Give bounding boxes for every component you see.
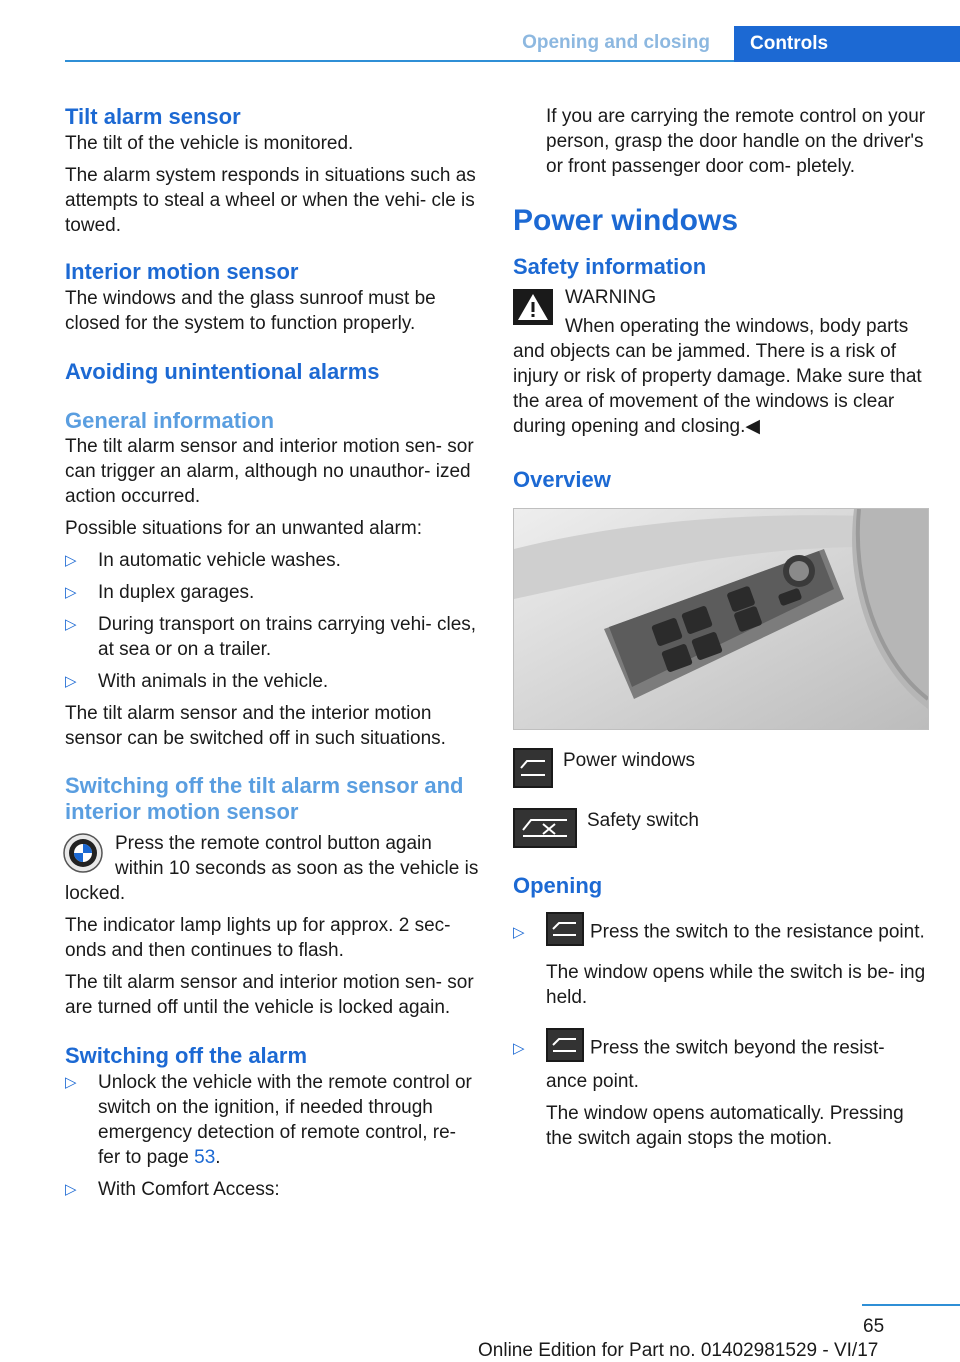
window-switch-icon: [546, 912, 584, 953]
paragraph: The tilt alarm sensor and interior motion sen‐ sor are turned off until the vehicle is locked again.: [65, 972, 474, 1018]
legend-label: Safety switch: [587, 810, 699, 831]
heading-interior-motion: Interior motion sensor: [65, 259, 299, 284]
bullet-icon: ▷: [513, 924, 525, 941]
bullet-icon: ▷: [65, 584, 77, 601]
heading-overview: Overview: [513, 467, 611, 492]
bullet-icon: ▷: [65, 552, 77, 569]
list-item-detail: The window opens automatically. Pressing the switch again stops the motion.: [546, 1103, 904, 1149]
bullet-icon: ▷: [65, 1181, 77, 1198]
right-column: [513, 100, 931, 1158]
paragraph: The tilt of the vehicle is monitored.: [65, 133, 354, 154]
paragraph: The alarm system responds in situations such as attempts to steal a wheel or when the vehi‐ cle is towed.: [65, 165, 476, 236]
list-item: ▷ With Comfort Access:: [65, 1179, 280, 1200]
alarm-list: [65, 1070, 483, 1202]
heading-avoiding-alarms: Avoiding unintentional alarms: [65, 359, 380, 384]
heading-tilt-alarm: Tilt alarm sensor: [65, 104, 241, 129]
paragraph: The tilt alarm sensor and interior motion sen‐ sor can trigger an alarm, although no unauthor‐ ized action occurred.: [65, 436, 474, 507]
heading-opening: Opening: [513, 873, 603, 898]
paragraph: The indicator lamp lights up for approx. 2 sec‐ onds and then continues to flash.: [65, 915, 451, 961]
door-switch-photo: [513, 508, 929, 730]
safety-switch-icon: [513, 808, 577, 853]
list-item-detail: The window opens while the switch is be‐ ing held.: [546, 962, 926, 1008]
paragraph: The tilt alarm sensor and the interior motion sensor can be switched off in such situations.: [65, 703, 446, 749]
edition-note: Online Edition for Part no. 01402981529 - VI/17: [478, 1340, 879, 1361]
paragraph: Possible situations for an unwanted alarm:: [65, 518, 422, 539]
paragraph: If you are carrying the remote control on your person, grasp the door handle on the driver's or front passenger door com‐ pletely.: [546, 106, 926, 177]
remote-button-block: [65, 831, 483, 913]
page-header: [65, 26, 960, 62]
page-link[interactable]: 53: [194, 1147, 216, 1168]
list-item: ▷ Press the switch to the resistance point. The window opens while the switch is be‐ ing held.: [513, 912, 931, 1010]
legend-power-windows: [513, 748, 931, 794]
heading-safety-information: Safety information: [513, 254, 707, 279]
list-item: ▷ During transport on trains carrying vehi‐ cles, at sea or on a trailer.: [65, 614, 477, 660]
list-item: ▷ With animals in the vehicle.: [65, 671, 329, 692]
legend-label: Power windows: [563, 750, 695, 771]
window-switch-icon: [513, 748, 553, 793]
unwanted-alarm-list: [65, 548, 483, 694]
list-item: ▷ In automatic vehicle washes.: [65, 550, 341, 571]
bullet-icon: ▷: [65, 1074, 77, 1091]
bmw-logo-icon: [63, 833, 103, 878]
page-number: 65: [863, 1316, 885, 1337]
heading-switching-off-alarm: Switching off the alarm: [65, 1043, 308, 1068]
legend-safety-switch: [513, 808, 931, 854]
heading-power-windows: Power windows: [513, 204, 739, 237]
warning-text: When operating the windows, body parts and objects can be jammed. There is a risk of injury or risk of property damage. Make sure that the area of movement of the windows is clear during opening and closing.◀: [513, 316, 922, 437]
bullet-icon: ▷: [513, 1040, 525, 1057]
window-switch-icon: [546, 1028, 584, 1069]
warning-label: WARNING: [565, 287, 657, 308]
heading-general-information: General information: [65, 408, 275, 433]
paragraph: Press the remote control button again within 10 seconds as soon as the vehicle is locked.: [65, 833, 479, 904]
warning-icon: [513, 289, 553, 330]
list-item: ▷ Press the switch beyond the resist‐ ance point. The window opens automatically. Pressing the switch again stops the motion.: [513, 1028, 931, 1151]
section-tab: Opening and closing: [522, 32, 710, 53]
warning-block: [513, 285, 931, 446]
footer-rule: [862, 1304, 960, 1306]
opening-list: [513, 912, 931, 1151]
heading-switching-off-sensors: Switching off the tilt alarm sensor and interior motion sensor: [65, 773, 464, 824]
paragraph: The windows and the glass sunroof must be closed for the system to function properly.: [65, 288, 436, 334]
list-item: ▷ Unlock the vehicle with the remote control or switch on the ignition, if needed through emergency detection of remote control, re‐ fer to page 53.: [65, 1072, 472, 1168]
left-column: [65, 100, 483, 1209]
list-item: ▷ In duplex garages.: [65, 582, 255, 603]
chapter-tab: Controls: [734, 26, 960, 62]
bullet-icon: ▷: [65, 616, 77, 633]
bullet-icon: ▷: [65, 673, 77, 690]
